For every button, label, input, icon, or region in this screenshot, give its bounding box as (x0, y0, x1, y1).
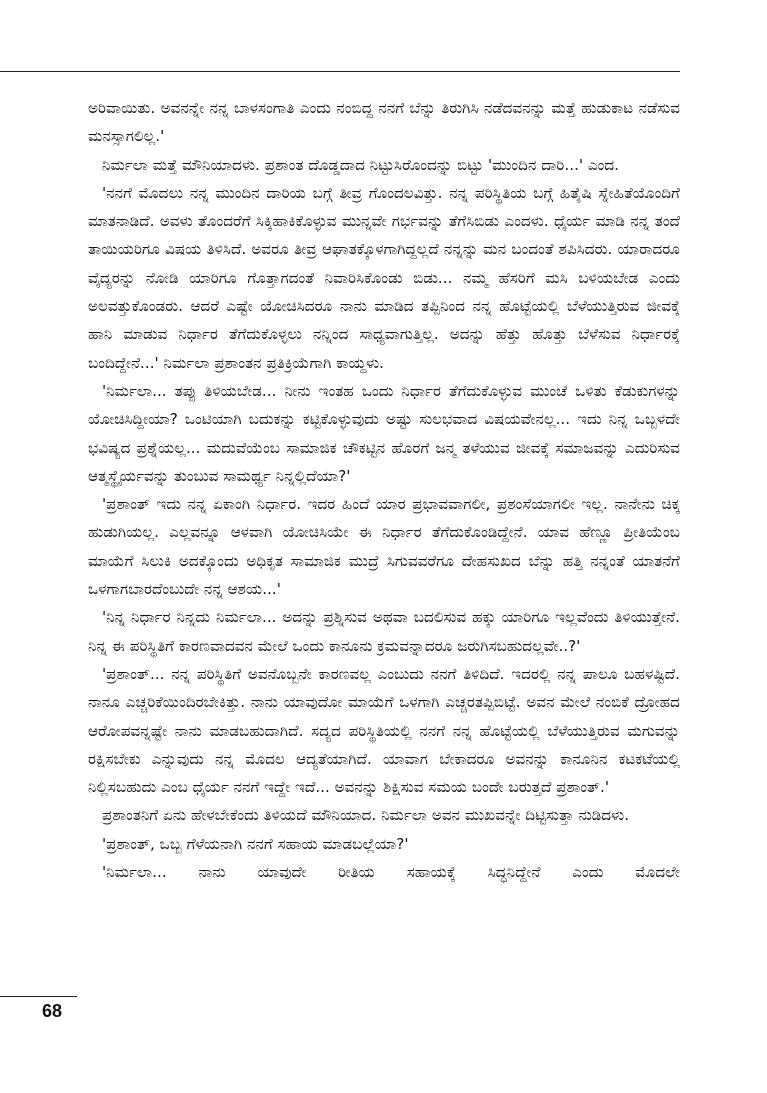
page-body (88, 94, 680, 886)
page-number: 68 (42, 1001, 63, 1021)
paragraph: 'ನಿನ್ನ ನಿರ್ಧಾರ ನಿನ್ನದು ನಿರ್ಮಲಾ... ಅದನ್ನು ಪ್ರಶ್ನಿಸುವ ಅಥವಾ ಬದಲಿಸುವ ಹಕ್ಕು ಯಾರಿಗೂ ಇಲ್ಲವೆಂದು ತಿಳಿಯುತ್ತೇನೆ. ನಿನ್ನ ಈ ಪರಿಸ್ಥಿತಿಗೆ ಕಾರಣವಾದವನ ಮೇಲೆ ಒಂದು ಕಾನೂನು ಕ್ರಮವನ್ನಾದರೂ ಜರುಗಿಸಬಹುದಲ್ಲವೇ..?' (88, 608, 680, 655)
paragraph: 'ನಿರ್ಮಲಾ... ನಾನು ಯಾವುದೇ ರೀತಿಯ ಸಹಾಯಕ್ಕೆ ಸಿದ್ಧನಿದ್ದೇನೆ ಎಂದು ಮೊದಲೇ (102, 863, 680, 882)
paragraph: 'ನನಗೆ ಮೊದಲು ನನ್ನ ಮುಂದಿನ ದಾರಿಯ ಬಗ್ಗೆ ತೀವ್ರ ಗೊಂದಲವಿತ್ತು. ನನ್ನ ಪರಿಸ್ಥಿತಿಯ ಬಗ್ಗೆ ಹಿತೈಷಿ ಸ್ನೇಹಿತೆಯೊಂದಿಗೆ ಮಾತನಾಡಿದೆ. ಅವಳು ತೊಂದರೆಗೆ ಸಿಕ್ಕಿಹಾಕಿಕೊಳ್ಳುವ ಮುನ್ನವೇ ಗರ್ಭವನ್ನು ತೆಗೆಸಿಬಿಡು ಎಂದಳು. ಧೈರ್ಯ ಮಾಡಿ ನನ್ನ ತಂದೆ ತಾಯಿಯರಿಗೂ ವಿಷಯ ತಿಳಿಸಿದೆ. ಅವರೂ ತೀವ್ರ ಆಘಾತಕ್ಕೊಳಗಾಗಿದ್ದಲ್ಲದೆ ನನ್ನನ್ನು ಮನ ಬಂದಂತೆ ಶಪಿಸಿದರು. ಯಾರಾದರೂ ವೈದ್ಯರನ್ನು ನೋಡಿ ಯಾರಿಗೂ ಗೊತ್ತಾಗದಂತೆ ನಿವಾರಿಸಿಕೊಂಡು ಬಿಡು... ನಮ್ಮ ಹೆಸರಿಗೆ ಮಸಿ ಬಳಿಯಬೇಡ ಎಂದು ಅಲವತ್ತುಕೊಂಡರು. ಆದರೆ ಎಷ್ಟೇ ಯೋಚಿಸಿದರೂ ನಾನು ಮಾಡಿದ ತಪ್ಪಿನಿಂದ ನನ್ನ ಹೊಟ್ಟೆಯಲ್ಲಿ ಬೆಳೆಯುತ್ತಿರುವ ಜೀವಕ್ಕೆ ಹಾನಿ ಮಾಡುವ ನಿರ್ಧಾರ ತೆಗೆದುಕೊಳ್ಳಲು ನನ್ನಿಂದ ಸಾಧ್ಯವಾಗುತ್ತಿಲ್ಲ. ಅದನ್ನು ಹೆತ್ತು ಹೊತ್ತು ಬೆಳೆಸುವ ನಿರ್ಧಾರಕ್ಕೆ ಬಂದಿದ್ದೇನೆ...' ನಿರ್ಮಲಾ ಪ್ರಶಾಂತನ ಪ್ರತಿಕ್ರಿಯೆಗಾಗಿ ಕಾಯ್ದಳು. (88, 183, 680, 372)
paragraph: ಅರಿವಾಯಿತು. ಅವನನ್ನೇ ನನ್ನ ಬಾಳಸಂಗಾತಿ ಎಂದು ನಂಬಿದ್ದ ನನಗೆ ಬೆನ್ನು ತಿರುಗಿಸಿ ನಡೆದವನನ್ನು ಮತ್ತೆ ಹುಡುಕಾಟ ನಡೆಸುವ ಮನಸ್ಸಾಗಲಿಲ್ಲ.' (88, 99, 680, 146)
paragraph: ಪ್ರಶಾಂತನಿಗೆ ಏನು ಹೇಳಬೇಕೆಂದು ತಿಳಿಯದೆ ಮೌನಿಯಾದ. ನಿರ್ಮಲಾ ಅವನ ಮುಖವನ್ನೇ ದಿಟ್ಟಿಸುತ್ತಾ ನುಡಿದಳು. (102, 806, 630, 825)
paragraph: 'ನಿರ್ಮಲಾ... ತಪ್ಪು ತಿಳಿಯಬೇಡ... ನೀನು ಇಂತಹ ಒಂದು ನಿರ್ಧಾರ ತೆಗೆದುಕೊಳ್ಳುವ ಮುಂಚೆ ಒಳಿತು ಕೆಡುಕುಗಳನ್ನು ಯೋಚಿಸಿದ್ದೀಯಾ? ಒಂಟಿಯಾಗಿ ಬದುಕನ್ನು ಕಟ್ಟಿಕೊಳ್ಳುವುದು ಅಷ್ಟು ಸುಲಭವಾದ ವಿಷಯವೇನಲ್ಲ... ಇದು ನಿನ್ನ ಒಬ್ಬಳದೇ ಭವಿಷ್ಯದ ಪ್ರಶ್ನೆಯಲ್ಲ... ಮದುವೆಯೆಂಬ ಸಾಮಾಜಿಕ ಚೌಕಟ್ಟಿನ ಹೊರಗೆ ಜನ್ಮ ತಳೆಯುವ ಜೀವಕ್ಕೆ ಸಮಾಜವನ್ನು ಎದುರಿಸುವ ಆತ್ಮಸ್ಥೈರ್ಯವನ್ನು ತುಂಬುವ ಸಾಮರ್ಥ್ಯ ನಿನ್ನಲ್ಲಿದೆಯಾ?' (88, 381, 680, 485)
top-rule (0, 71, 680, 72)
paragraph: 'ಪ್ರಶಾಂತ್, ಒಬ್ಬ ಗೆಳೆಯನಾಗಿ ನನಗೆ ಸಹಾಯ ಮಾಡಬಲ್ಲೆಯಾ?' (102, 834, 409, 853)
paragraph: 'ಪ್ರಶಾಂತ್... ನನ್ನ ಪರಿಸ್ಥಿತಿಗೆ ಅವನೊಬ್ಬನೇ ಕಾರಣವಲ್ಲ ಎಂಬುದು ನನಗೆ ತಿಳಿದಿದೆ. ಇದರಲ್ಲಿ ನನ್ನ ಪಾಲೂ ಬಹಳಷ್ಟಿದೆ. ನಾನೂ ಎಚ್ಚರಿಕೆಯಿಂದಿರಬೇಕಿತ್ತು. ನಾನು ಯಾವುದೋ ಮಾಯೆಗೆ ಒಳಗಾಗಿ ಎಚ್ಚರತಪ್ಪಿಬಿಟ್ಟೆ. ಅವನ ಮೇಲೆ ನಂಬಿಕೆ ದ್ರೋಹದ ಆರೋಪವನ್ನಷ್ಟೇ ನಾನು ಮಾಡಬಹುದಾಗಿದೆ. ಸದ್ಯದ ಪರಿಸ್ಥಿತಿಯಲ್ಲಿ ನನಗೆ ನನ್ನ ಹೊಟ್ಟೆಯಲ್ಲಿ ಬೆಳೆಯುತ್ತಿರುವ ಮಗುವನ್ನು ರಕ್ಷಿಸಬೇಕು ಎನ್ನುವುದು ನನ್ನ ಮೊದಲ ಆದ್ಯತೆಯಾಗಿದೆ. ಯಾವಾಗ ಬೇಕಾದರೂ ಅವನನ್ನು ಕಾನೂನಿನ ಕಟಕಟೆಯಲ್ಲಿ ನಿಲ್ಲಿಸಬಹುದು ಎಂಬ ಧೈರ್ಯ ನನಗೆ ಇದ್ದೇ ಇದೆ... ಅವನನ್ನು ಶಿಕ್ಷಿಸುವ ಸಮಯ ಬಂದೇ ಬರುತ್ತದೆ ಪ್ರಶಾಂತ್.' (88, 664, 680, 797)
paragraph: ನಿರ್ಮಲಾ ಮತ್ತೆ ಮೌನಿಯಾದಳು. ಪ್ರಶಾಂತ ದೊಡ್ಡದಾದ ನಿಟ್ಟುಸಿರೊಂದನ್ನು ಬಿಟ್ಟು 'ಮುಂದಿನ ದಾರಿ...' ಎಂದ. (102, 155, 620, 174)
paragraph: 'ಪ್ರಶಾಂತ್ ಇದು ನನ್ನ ಏಕಾಂಗಿ ನಿರ್ಧಾರ. ಇದರ ಹಿಂದೆ ಯಾರ ಪ್ರಭಾವವಾಗಲೀ, ಪ್ರಶಂಸೆಯಾಗಲೀ ಇಲ್ಲ. ನಾನೇನು ಚಿಕ್ಕ ಹುಡುಗಿಯಲ್ಲ. ಎಲ್ಲವನ್ನೂ ಆಳವಾಗಿ ಯೋಚಿಸಿಯೇ ಈ ನಿರ್ಧಾರ ತೆಗೆದುಕೊಂಡಿದ್ದೇನೆ. ಯಾವ ಹೆಣ್ಣೂ ಪ್ರೀತಿಯೆಂಬ ಮಾಯೆಗೆ ಸಿಲುಕಿ ಅದಕ್ಕೊಂದು ಅಧಿಕೃತ ಸಾಮಾಜಿಕ ಮುದ್ರೆ ಸಿಗುವವರೆಗೂ ದೇಹಸುಖದ ಬೆನ್ನು ಹತ್ತಿ ನನ್ನಂತೆ ಯಾತನೆಗೆ ಒಳಗಾಗಬಾರದೆಂಬುದೇ ನನ್ನ ಆಶಯ...' (88, 495, 680, 599)
bottom-rule (0, 996, 77, 997)
